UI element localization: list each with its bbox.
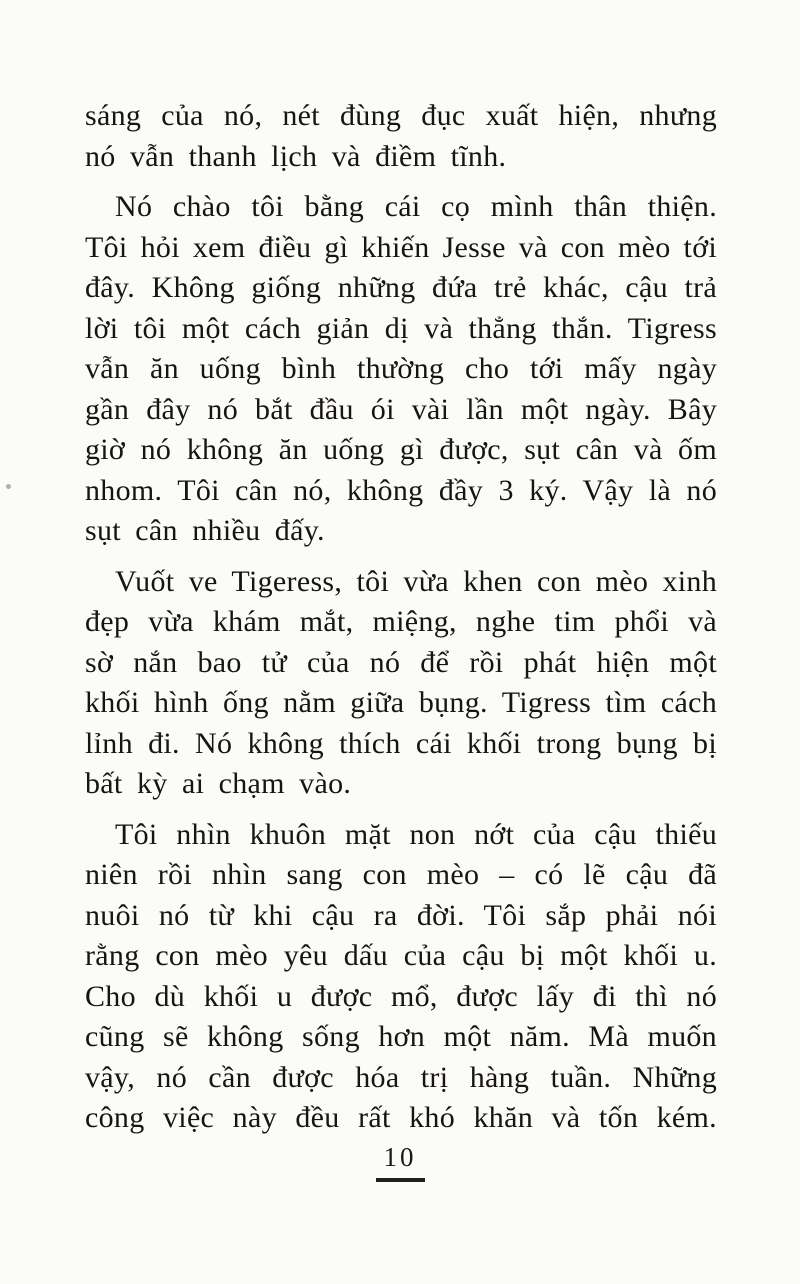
text-line: Tôi nhìn khuôn mặt non nớt của cậu thiếu <box>115 817 717 851</box>
text-line: Tôi hỏi xem điều gì khiến Jesse và con mèo tới <box>85 230 717 264</box>
text-line: sụt cân nhiều đấy. <box>85 514 325 547</box>
text-line: giờ nó không ăn uống gì được, sụt cân và ốm <box>85 433 717 466</box>
text-line: Cho dù khối u được mổ, được lấy đi thì nó <box>85 979 717 1013</box>
scan-speck <box>6 484 11 489</box>
text-line: sáng của nó, nét đùng đục xuất hiện, nhưng <box>85 99 717 132</box>
text-line: lỉnh đi. Nó không thích cái khối trong bụng bị <box>85 726 717 760</box>
text-line: nuôi nó từ khi cậu ra đời. Tôi sắp phải nói <box>85 898 717 932</box>
body-text <box>85 96 717 1139</box>
text-line: vẫn ăn uống bình thường cho tới mấy ngày <box>85 352 717 385</box>
page-number-value: 10 <box>376 1142 425 1182</box>
text-line: gần đây nó bắt đầu ói vài lần một ngày. Bây <box>85 392 717 426</box>
text-line: công việc này đều rất khó khăn và tốn kém. <box>85 1101 717 1134</box>
text-line: nó vẫn thanh lịch và điềm tĩnh. <box>85 139 507 173</box>
text-line: đẹp vừa khám mắt, miệng, nghe tim phổi và <box>85 605 717 638</box>
text-line: nhom. Tôi cân nó, không đầy 3 ký. Vậy là nó <box>85 473 717 507</box>
text-line: lời tôi một cách giản dị và thẳng thắn. Tigress <box>85 311 717 345</box>
text-line: rằng con mèo yêu dấu của cậu bị một khối u. <box>85 939 717 972</box>
text-line: bất kỳ ai chạm vào. <box>85 767 352 800</box>
page-number <box>0 1142 800 1182</box>
text-line: khối hình ống nằm giữa bụng. Tigress tìm cách <box>85 686 717 719</box>
paragraph <box>85 815 717 1139</box>
text-line: Nó chào tôi bằng cái cọ mình thân thiện. <box>115 190 717 223</box>
paragraph <box>85 96 717 177</box>
text-line: sờ nắn bao tử của nó để rồi phát hiện một <box>85 645 717 679</box>
text-line: đây. Không giống những đứa trẻ khác, cậu trả <box>85 271 717 304</box>
text-line: cũng sẽ không sống hơn một năm. Mà muốn <box>85 1020 717 1053</box>
paragraph <box>85 187 717 552</box>
text-line: vậy, nó cần được hóa trị hàng tuần. Những <box>85 1060 717 1094</box>
text-line: Vuốt ve Tigeress, tôi vừa khen con mèo xinh <box>115 564 717 598</box>
paragraph <box>85 562 717 805</box>
text-line: niên rồi nhìn sang con mèo – có lẽ cậu đã <box>85 858 717 891</box>
